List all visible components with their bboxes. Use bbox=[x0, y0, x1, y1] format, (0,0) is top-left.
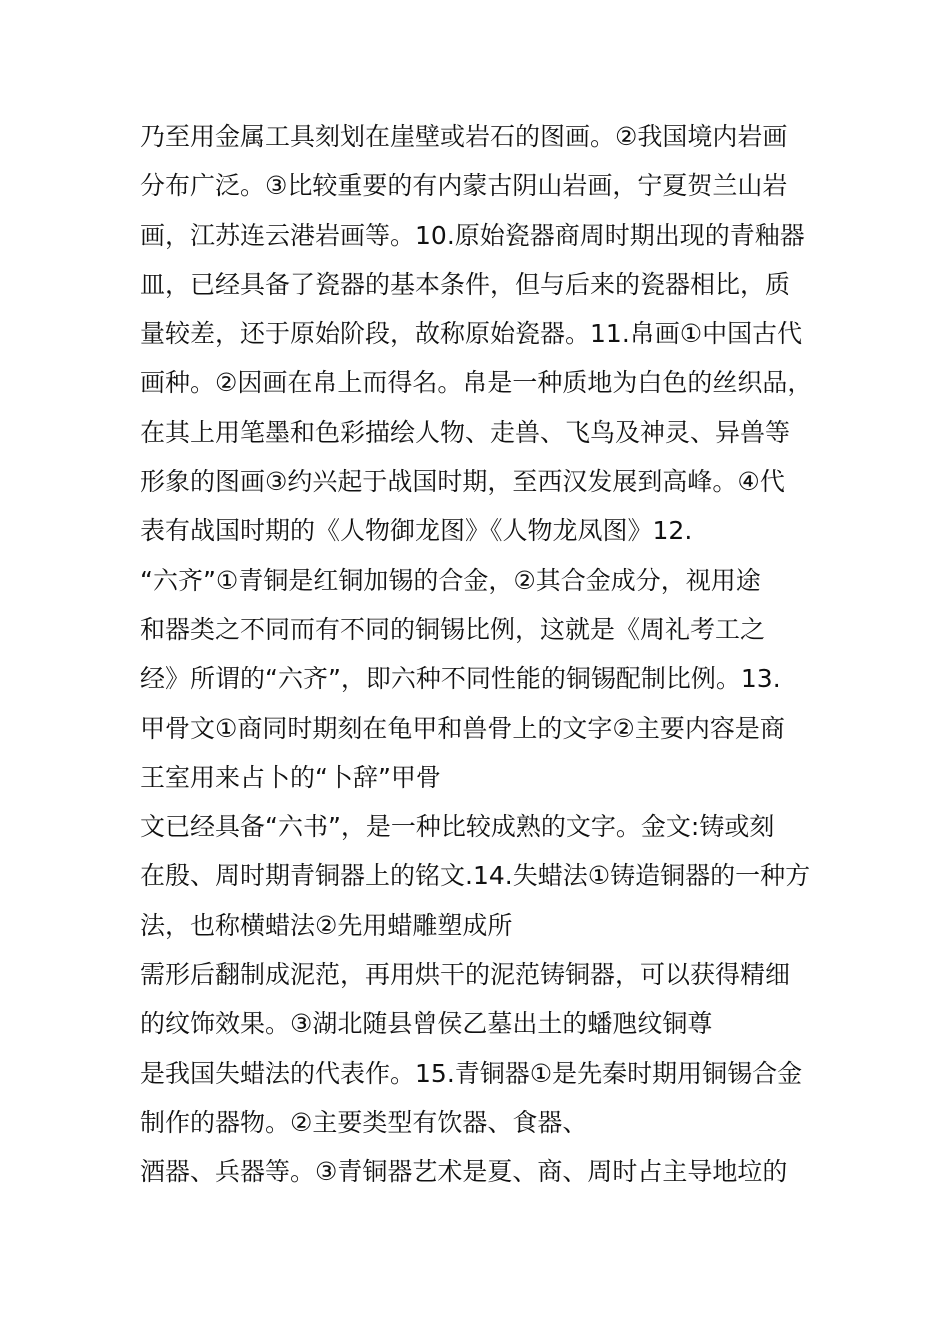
text-line: 法，也称横蜡法②先用蜡雕塑成所 bbox=[140, 910, 513, 940]
text-line: 在其上用笔墨和色彩描绘人物、走兽、飞鸟及神灵、异兽等 bbox=[140, 417, 791, 447]
text-line: 乃至用金属工具刻划在崖壁或岩石的图画。②我国境内岩画 bbox=[140, 122, 788, 151]
text-line: 形象的图画③约兴起于战国时期，至西汉发展到高峰。④代 bbox=[140, 467, 785, 497]
text-line: 和器类之不同而有不同的铜锡比例，这就是《周礼考工之 bbox=[140, 614, 766, 644]
text-line: 文已经具备“六书”，是一种比较成熟的文字。金文:铸或刻 bbox=[140, 812, 775, 842]
text-line: 需形后翻制成泥范，再用烘干的泥范铸铜器，可以获得精细 bbox=[140, 960, 791, 990]
text-line: 甲骨文①商同时期刻在龟甲和兽骨上的文字②主要内容是商 bbox=[140, 713, 785, 743]
text-line: 王室用来占卜的“卜辞”甲骨 bbox=[140, 762, 441, 792]
text-line: 画，江苏连云港岩画等。10.原始瓷器商周时期出现的青釉器 bbox=[140, 220, 805, 250]
text-line: 在殷、周时期青铜器上的铭文.14.失蜡法①铸造铜器的一种方 bbox=[140, 861, 811, 891]
text-line: 经》所谓的“六齐”，即六种不同性能的铜锡配制比例。13. bbox=[140, 664, 781, 694]
text-line: 皿，已经具备了瓷器的基本条件，但与后来的瓷器相比，质 bbox=[140, 269, 791, 299]
text-line: 是我国失蜡法的代表作。15.青铜器①是先秦时期用铜锡合金 bbox=[140, 1058, 803, 1088]
text-line: 量较差，还于原始阶段，故称原始瓷器。11.帛画①中国古代 bbox=[140, 319, 803, 349]
text-line: 分布广泛。③比较重要的有内蒙古阴山岩画，宁夏贺兰山岩 bbox=[140, 171, 788, 201]
text-line: 制作的器物。②主要类型有饮器、食器、 bbox=[140, 1107, 588, 1137]
text-line: 的纹饰效果。③湖北随县曾侯乙墓出土的蟠虺纹铜尊 bbox=[140, 1009, 713, 1039]
document-text-body bbox=[140, 112, 840, 1197]
text-line: 酒器、兵器等。③青铜器艺术是夏、商、周时占主导地垃的 bbox=[140, 1157, 788, 1187]
text-line: 画种。②因画在帛上而得名。帛是一种质地为白色的丝织品， bbox=[140, 368, 813, 398]
text-line: “六齐”①青铜是红铜加锡的合金，②其合金成分，视用途 bbox=[140, 565, 761, 595]
text-line: 表有战国时期的《人物御龙图》《人物龙凤图》12. bbox=[140, 516, 693, 546]
